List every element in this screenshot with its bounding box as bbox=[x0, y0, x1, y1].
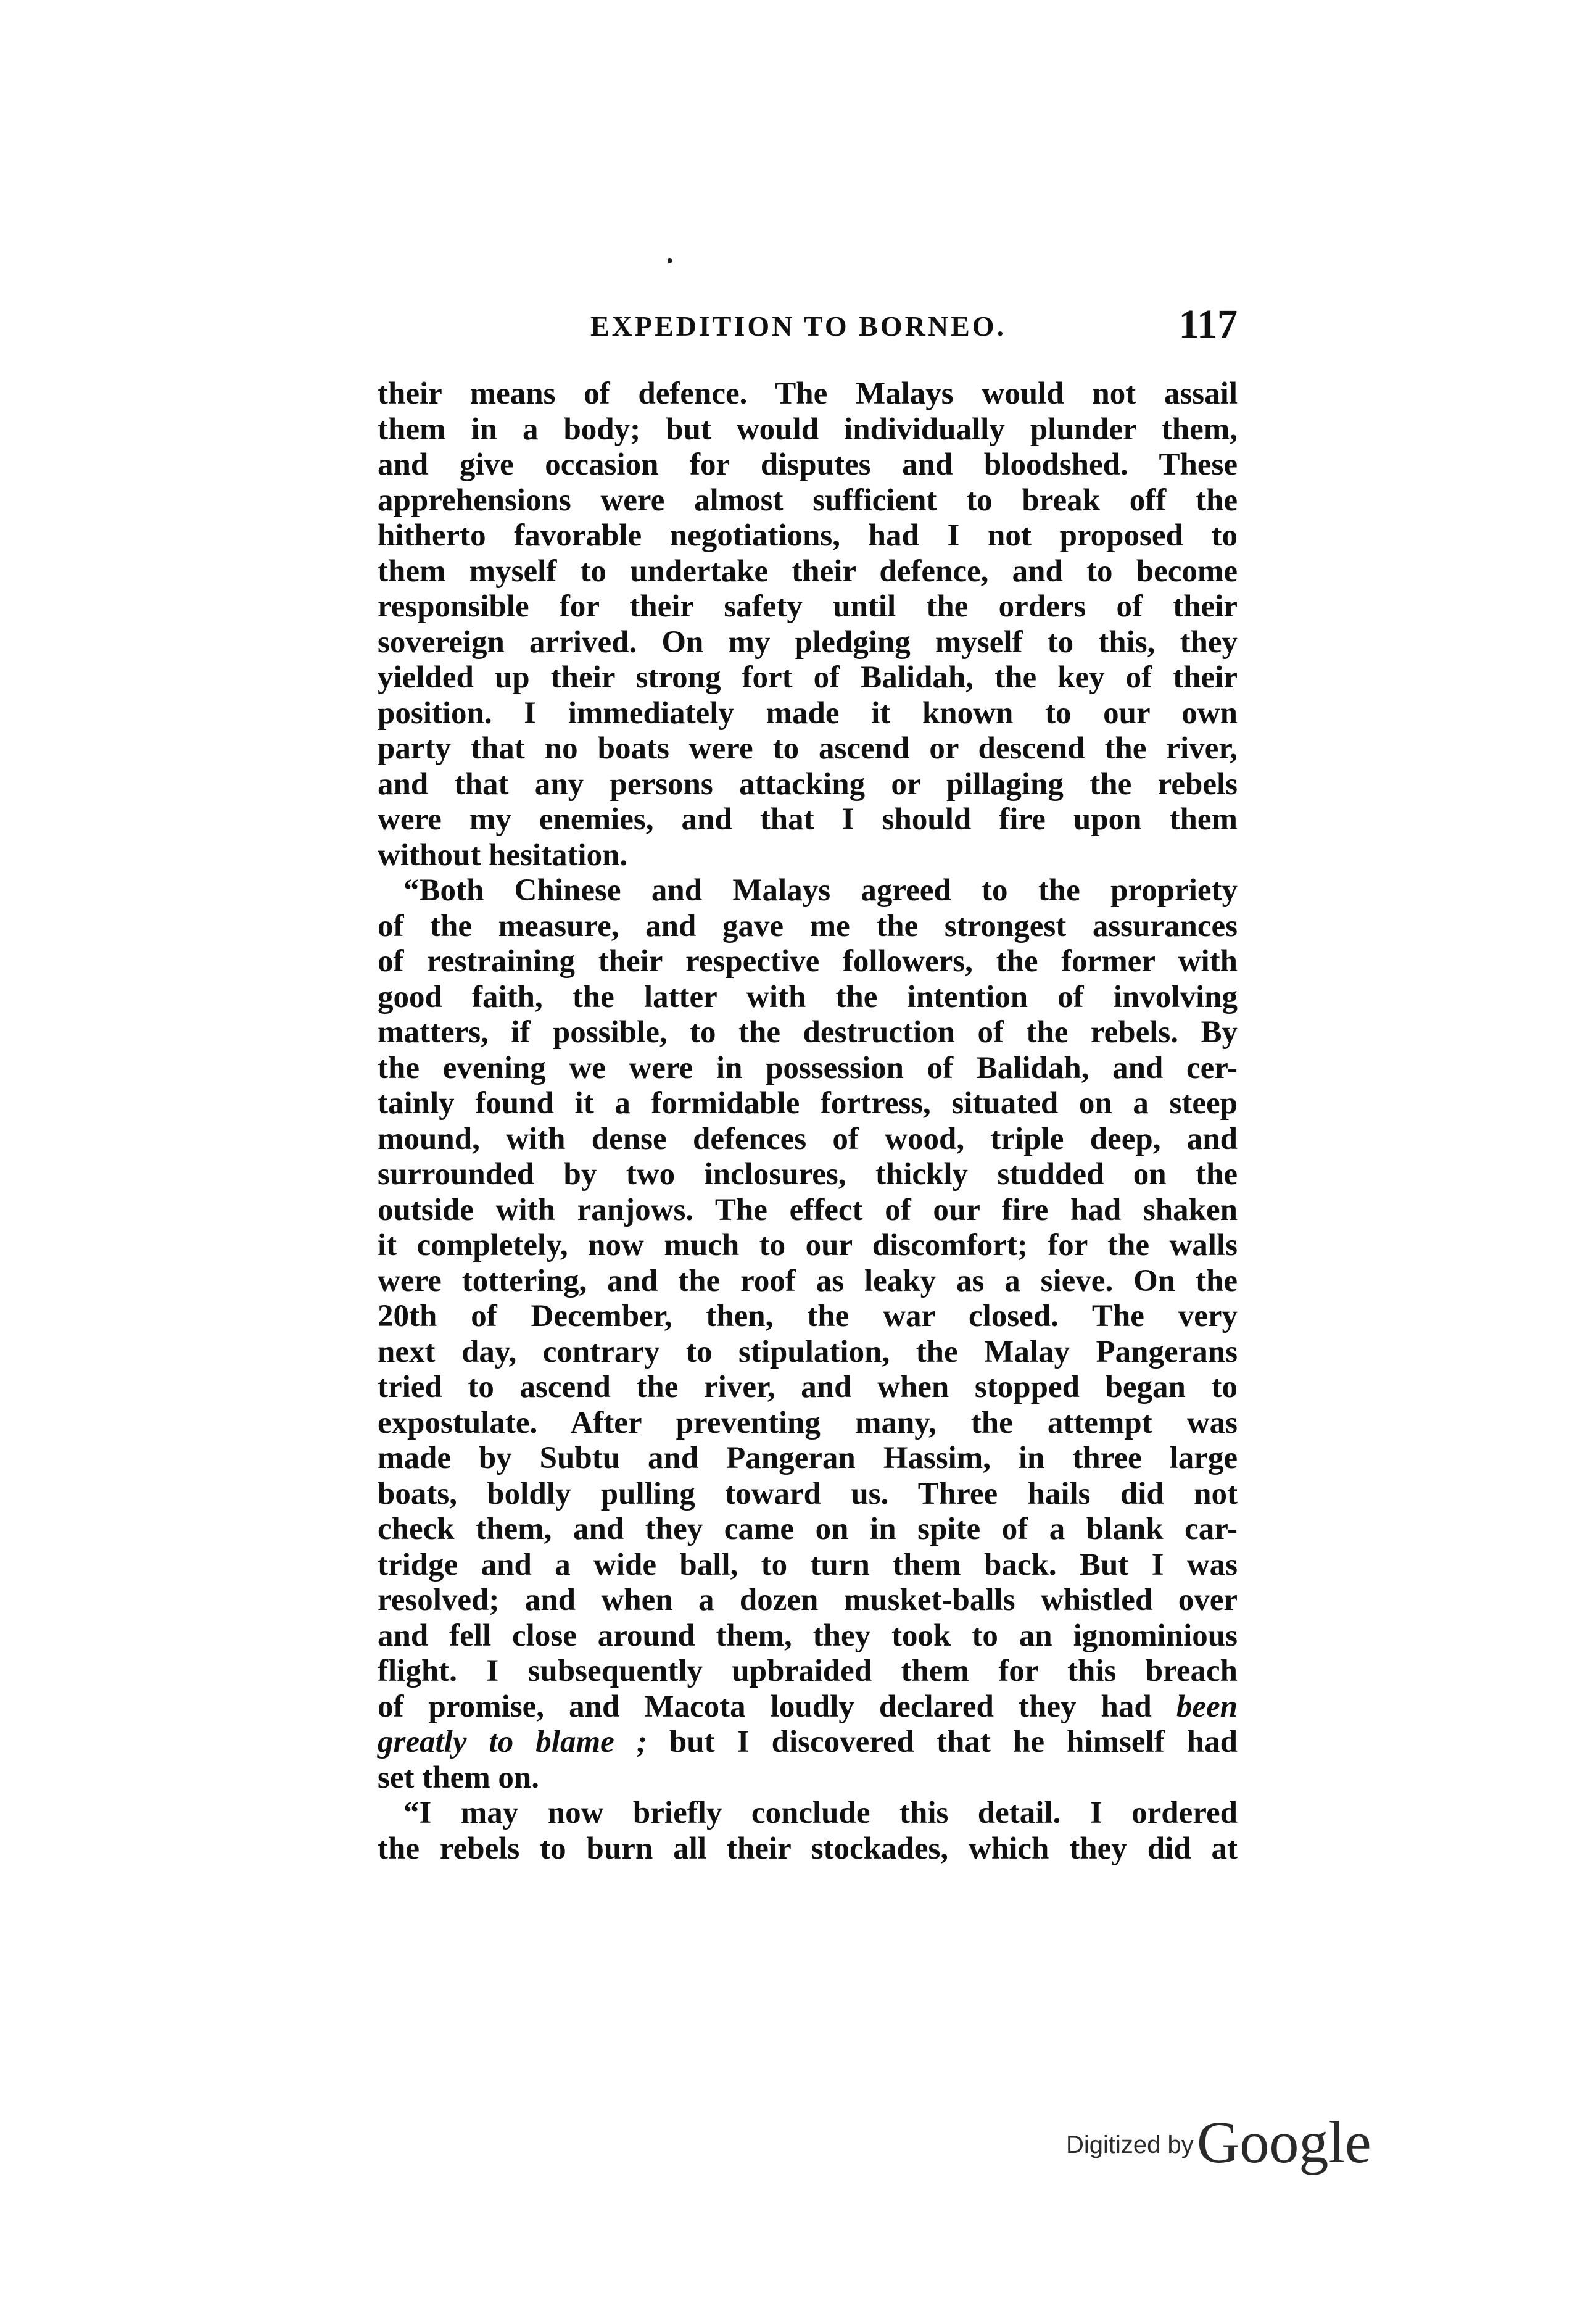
text-line: good faith, the latter with the intention of involving bbox=[378, 979, 1238, 1014]
text-line: party that no boats were to ascend or descend the river, bbox=[378, 731, 1238, 766]
text-line: mound, with dense defences of wood, triple deep, and bbox=[378, 1121, 1238, 1156]
text-line: flight. I subsequently upbraided them for this breach bbox=[378, 1654, 1238, 1688]
body-text bbox=[378, 376, 1238, 1867]
text-line: the evening we were in possession of Balidah, and cer- bbox=[378, 1050, 1238, 1085]
running-head bbox=[378, 301, 1238, 350]
text-line: check them, and they came on in spite of a blank car- bbox=[378, 1512, 1238, 1546]
text-line: them in a body; but would individually plunder them, bbox=[378, 412, 1238, 447]
google-logo: Google bbox=[1197, 2109, 1371, 2175]
text-line: apprehensions were almost sufficient to break off the bbox=[378, 483, 1238, 518]
text-line: next day, contrary to stipulation, the Malay Pangerans bbox=[378, 1334, 1238, 1369]
italic-phrase: greatly to blame ; bbox=[378, 1725, 647, 1759]
watermark-prefix: Digitized by bbox=[1066, 2131, 1194, 2158]
text-line: yielded up their strong fort of Balidah, the key of their bbox=[378, 660, 1238, 695]
text-line: position. I immediately made it known to our own bbox=[378, 695, 1238, 731]
text-line: without hesitation. bbox=[378, 837, 628, 873]
digitized-by-google-watermark bbox=[1066, 2108, 1387, 2176]
text-line: tridge and a wide ball, to turn them back. But I was bbox=[378, 1547, 1238, 1582]
text-line: 20th of December, then, the war closed. The very bbox=[378, 1299, 1238, 1333]
text-segment: of promise, and Macota loudly declared they had bbox=[378, 1689, 1176, 1724]
text-line-with-italic bbox=[378, 1690, 1238, 1725]
text-line: and that any persons attacking or pillaging the rebels bbox=[378, 766, 1238, 802]
text-line: were tottering, and the roof as leaky as a sieve. On the bbox=[378, 1263, 1238, 1298]
text-line: made by Subtu and Pangeran Hassim, in three large bbox=[378, 1441, 1238, 1475]
italic-word: been bbox=[1176, 1689, 1238, 1724]
text-line-with-italic bbox=[378, 1725, 1238, 1760]
text-line: sovereign arrived. On my pledging myself to this, they bbox=[378, 624, 1238, 660]
text-line: their means of defence. The Malays would not assail bbox=[378, 376, 1238, 411]
ink-speck bbox=[668, 258, 672, 263]
paragraph-start-line: “I may now briefly conclude this detail. I ordered bbox=[403, 1796, 1238, 1830]
running-title: EXPEDITION TO BORNEO. bbox=[590, 310, 1007, 342]
page-number: 117 bbox=[1178, 302, 1238, 347]
text-segment: but I discovered that he himself had bbox=[647, 1725, 1238, 1759]
text-line: tainly found it a formidable fortress, situated on a steep bbox=[378, 1086, 1238, 1121]
text-line: expostulate. After preventing many, the attempt was bbox=[378, 1405, 1238, 1440]
text-line: the rebels to burn all their stockades, which they did at bbox=[378, 1831, 1238, 1866]
text-line: boats, boldly pulling toward us. Three hails did not bbox=[378, 1476, 1238, 1511]
text-line: it completely, now much to our discomfort; for the walls bbox=[378, 1228, 1238, 1263]
text-line: of restraining their respective followers, the former with bbox=[378, 944, 1238, 979]
text-line: them myself to undertake their defence, and to become bbox=[378, 554, 1238, 589]
text-line: and fell close around them, they took to an ignominious bbox=[378, 1618, 1238, 1653]
text-line: outside with ranjows. The effect of our fire had shaken bbox=[378, 1192, 1238, 1227]
paragraph-start-line: “Both Chinese and Malays agreed to the propriety bbox=[403, 873, 1238, 908]
text-line: tried to ascend the river, and when stopped began to bbox=[378, 1370, 1238, 1404]
text-line: resolved; and when a dozen musket-balls whistled over bbox=[378, 1583, 1238, 1617]
text-line: surrounded by two inclosures, thickly studded on the bbox=[378, 1157, 1238, 1192]
text-line: matters, if possible, to the destruction of the rebels. By bbox=[378, 1015, 1238, 1050]
text-line: set them on. bbox=[378, 1760, 540, 1795]
text-line: responsible for their safety until the orders of their bbox=[378, 589, 1238, 624]
text-line: hitherto favorable negotiations, had I not proposed to bbox=[378, 518, 1238, 553]
text-line: of the measure, and gave me the strongest assurances bbox=[378, 908, 1238, 943]
text-line: were my enemies, and that I should fire upon them bbox=[378, 802, 1238, 837]
text-line: and give occasion for disputes and bloodshed. These bbox=[378, 447, 1238, 482]
